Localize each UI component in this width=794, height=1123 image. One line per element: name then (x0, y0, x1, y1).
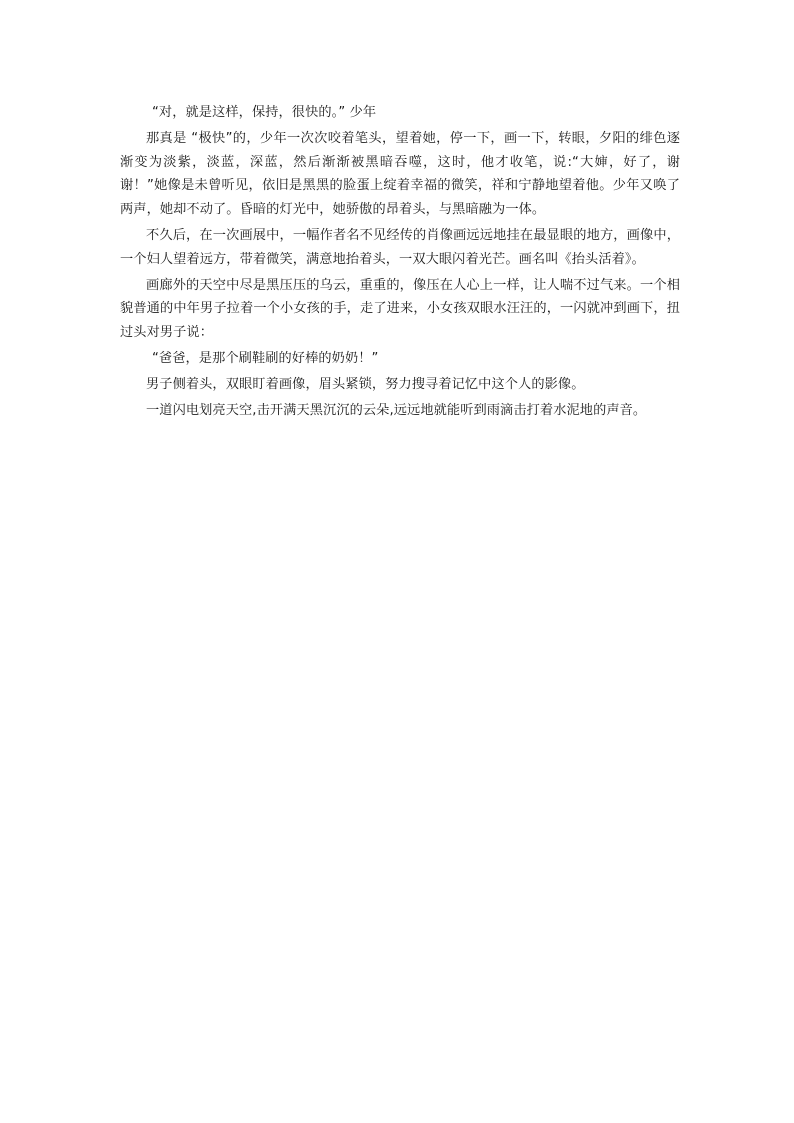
paragraph-exhibition: 不久后，在一次画展中，一幅作者名不见经传的肖像画远远地挂在最显眼的地方，画像中，一个妇人望着远方，带着微笑，满意地抬着头，一双大眼闪着光芒。画名叫《抬头活着》。 (120, 227, 680, 267)
paragraph-dialogue-opening: “对，就是这样，保持，很快的。” 少年 (152, 105, 377, 120)
paragraph-gallery-outside: 画廊外的天空中尽是黑压压的乌云，重重的，像压在人心上一样，让人喘不过气来。一个相貌普通的中年男子拉着一个小女孩的手，走了进来，小女孩双眼水汪汪的，一闪就冲到画下，扭过头对男子说： (120, 277, 680, 341)
article-body (120, 101, 680, 424)
paragraph-man-remembering: 男子侧着头，双眼盯着画像，眉头紧锁，努力搜寻着记忆中这个人的影像。 (146, 376, 585, 392)
paragraph-drawing-at-dusk: 那真是 “极快”的，少年一次次咬着笔头，望着她，停一下，画一下，转眼，夕阳的绯色逐渐变为淡紫，淡蓝，深蓝，然后渐渐被黑暗吞噬，这时，他才收笔，说:“大婶，好了，谢谢！”她像是未曾听见，依旧是黑黑的脸蛋上绽着幸福的微笑，祥和宁静地望着他。少年又唤了两声，她却不动了。昏暗的灯光中，她骄傲的昂着头，与黑暗融为一体。 (120, 130, 680, 218)
paragraph-girl-dialogue: “爸爸，是那个刷鞋刷的好棒的奶奶！” (152, 350, 379, 366)
paragraph-lightning: 一道闪电划亮天空,击开满天黑沉沉的云朵,远远地就能听到雨滴击打着水泥地的声音。 (146, 402, 647, 418)
